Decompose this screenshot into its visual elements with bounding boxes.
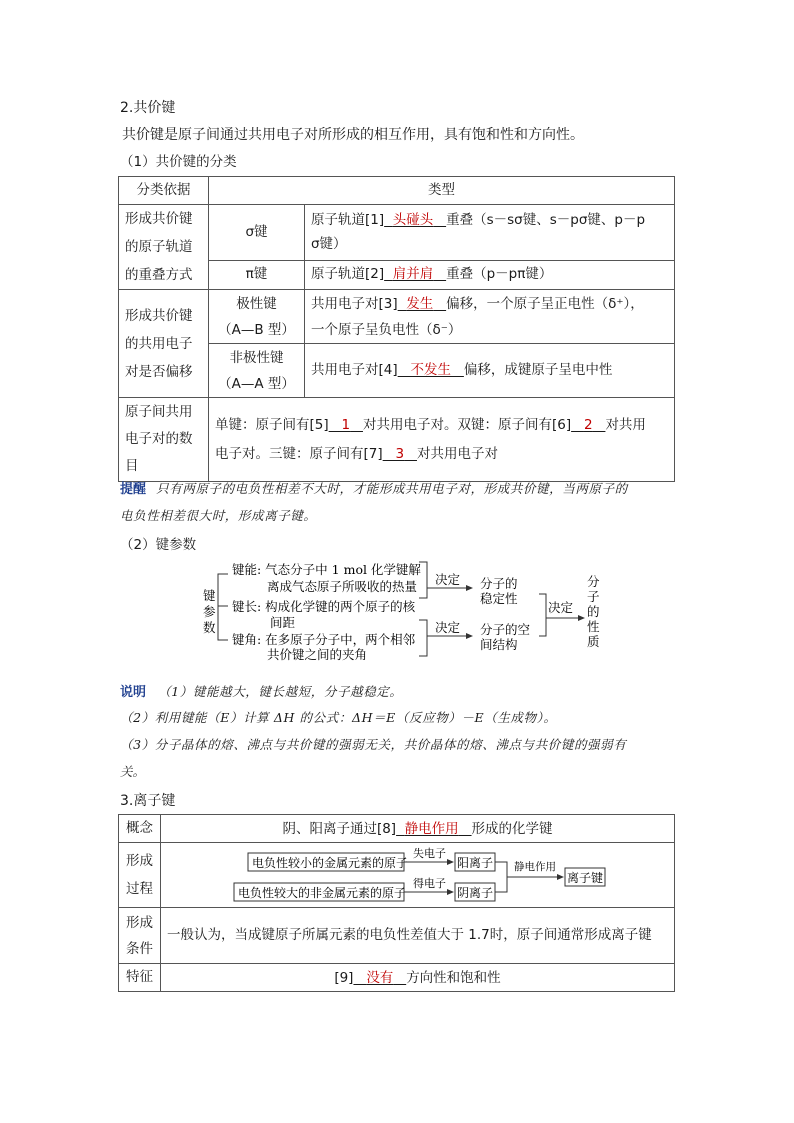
header-basis: 分类依据 — [119, 177, 209, 205]
stability-1: 分子的 — [480, 576, 518, 591]
cat-line: 原子间共用 — [125, 404, 193, 420]
answer-3: 发生 — [406, 295, 434, 312]
ion-formation-diagram — [161, 843, 673, 907]
text: 对共用电子对 — [416, 445, 498, 462]
anion-text: 阴离子 — [457, 886, 494, 900]
nonpolar-bond-desc — [305, 344, 675, 398]
cation-text: 阳离子 — [457, 856, 494, 870]
pi-bond-desc — [305, 260, 675, 289]
reminder-text-1: 只有两原子的电负性相差不大时，才能形成共用电子对，形成共价键，当两原子的 — [156, 481, 628, 496]
cat-line: 的共用电子 — [125, 335, 193, 352]
ionic-bond-table — [118, 814, 675, 992]
text: （A—B 型） — [218, 321, 295, 338]
text: σ键） — [311, 236, 347, 253]
property-5: 质 — [587, 634, 600, 649]
feature-label: 特征 — [119, 964, 161, 992]
reminder — [120, 478, 628, 497]
text: 原子轨道[2] — [311, 266, 385, 283]
nonmetal-atom-text: 电负性较大的非金属元素的原子 — [238, 886, 407, 900]
note-text-3a: （3）分子晶体的熔、沸点与共价键的强弱无关，共价晶体的熔、沸点与共价键的强弱有 — [120, 737, 627, 752]
subheading-bond-params: （2）键参数 — [120, 537, 197, 553]
sigma-bond-label: σ键 — [209, 205, 305, 261]
text: 对共用电子对。双键：原子间有[6] — [362, 416, 572, 433]
text: 原子轨道[1] — [311, 212, 385, 229]
property-1: 分 — [587, 574, 600, 589]
text: 共用电子对[3] — [311, 295, 398, 312]
section-heading-covalent: 2.共价键 — [120, 100, 176, 116]
text: 单键：原子间有[5] — [215, 416, 329, 433]
text: 条件 — [126, 940, 153, 957]
polar-bond-label — [209, 290, 305, 344]
lose-electron-text: 失电子 — [413, 847, 446, 860]
text: 形成的化学键 — [471, 820, 553, 837]
structure-1: 分子的空 — [480, 622, 531, 637]
cat-line: 目 — [125, 458, 139, 474]
decide-label-2: 决定 — [435, 620, 461, 635]
condition-label — [119, 908, 161, 964]
property-3: 的 — [587, 604, 600, 619]
text: 形成 — [126, 914, 153, 931]
decide-label-1: 决定 — [435, 572, 461, 587]
note-label: 说明 — [120, 685, 147, 700]
bond-angle-2: 共价键之间的夹角 — [267, 647, 368, 662]
diagram-left-2: 参 — [203, 604, 216, 619]
text: 重叠（s－sσ键、s－pσ键、p－p — [446, 212, 646, 229]
cat-line: 的重叠方式 — [125, 267, 193, 283]
bond-parameter-diagram — [190, 558, 610, 662]
polar-bond-desc — [305, 290, 675, 344]
answer-2: 肩并肩 — [392, 266, 434, 283]
decide-label-3: 决定 — [548, 600, 574, 615]
electrostatic-text: 静电作用 — [514, 861, 556, 873]
text: 非极性键 — [229, 349, 284, 366]
answer-6: 2 — [583, 416, 593, 433]
concept-text — [161, 815, 675, 843]
category-pair-count — [119, 398, 209, 482]
text: 重叠（p－pπ键） — [446, 266, 553, 283]
text: 偏移，一个原子呈正电性（δ⁺）， — [446, 295, 644, 312]
reminder-text-2: 电负性相差很大时，形成离子键。 — [120, 508, 317, 523]
structure-2: 间结构 — [480, 637, 518, 652]
feature-text — [161, 964, 675, 992]
text: 共用电子对[4] — [311, 362, 398, 378]
bond-length-1: 键长: 构成化学键的两个原子的核 — [232, 599, 416, 614]
note-text-1: （1）键能越大，键长越短，分子越稳定。 — [158, 684, 403, 699]
bond-energy-2: 离成气态原子所吸收的热量 — [267, 579, 418, 594]
text: 形成 — [126, 853, 153, 869]
text: （A—A 型） — [218, 375, 295, 392]
bond-angle-1: 键角: 在多原子分子中，两个相邻 — [232, 632, 416, 647]
cat-line: 的原子轨道 — [125, 239, 193, 255]
category-orbital-overlap — [119, 205, 209, 290]
property-2: 子 — [587, 589, 600, 604]
note-1 — [120, 681, 403, 700]
answer-7: 3 — [395, 445, 405, 462]
category-electron-shift — [119, 290, 209, 398]
text: 阴、阳离子通过[8] — [282, 820, 397, 837]
note-text-3b: 关。 — [120, 764, 146, 779]
pi-bond-label: π键 — [209, 260, 305, 289]
text: [9] — [334, 969, 354, 986]
condition-text: 一般认为，当成键原子所属元素的电负性差值大于 1.7时，原子间通常形成离子键 — [161, 908, 675, 964]
text: 方向性和饱和性 — [406, 969, 501, 986]
diagram-left-3: 数 — [203, 620, 216, 635]
note-text-2: （2）利用键能（E）计算 ΔH 的公式：ΔH＝E（反应物）－E（生成物）。 — [120, 710, 557, 725]
stability-2: 稳定性 — [480, 591, 518, 606]
cat-line: 对是否偏移 — [125, 363, 193, 380]
text: 电子对。三键：原子间有[7] — [215, 445, 383, 462]
process-label — [119, 843, 161, 908]
process-cell — [161, 843, 675, 908]
cat-line: 形成共价键 — [125, 211, 193, 227]
cat-line: 形成共价键 — [125, 307, 193, 324]
intro-text: 共价键是原子间通过共用电子对所形成的相互作用，具有饱和性和方向性。 — [122, 127, 584, 143]
subheading-classification: （1）共价键的分类 — [120, 154, 237, 170]
covalent-classification-table — [118, 176, 675, 482]
diagram-left-1: 键 — [203, 588, 216, 603]
sigma-bond-desc — [305, 205, 675, 261]
text: 对共用 — [605, 416, 646, 433]
header-type: 类型 — [209, 177, 675, 205]
property-4: 性 — [587, 619, 600, 634]
section-heading-ionic: 3.离子键 — [120, 793, 176, 809]
ionic-bond-text: 离子键 — [567, 871, 604, 885]
reminder-label: 提醒 — [120, 482, 147, 497]
nonpolar-bond-label — [209, 344, 305, 398]
answer-4: 不发生 — [410, 362, 451, 378]
bond-energy-1: 键能: 气态分子中 1 mol 化学键解 — [232, 562, 421, 577]
pair-count-desc — [209, 398, 675, 482]
answer-5: 1 — [341, 416, 351, 433]
concept-label: 概念 — [119, 815, 161, 843]
cat-line: 电子对的数 — [125, 431, 193, 447]
answer-9: 没有 — [366, 969, 394, 986]
text: 过程 — [126, 881, 153, 897]
text: 偏移，成键原子呈电中性 — [463, 362, 613, 378]
metal-atom-text: 电负性较小的金属元素的原子 — [252, 856, 409, 870]
text: 极性键 — [236, 295, 277, 312]
answer-8: 静电作用 — [404, 820, 459, 837]
gain-electron-text: 得电子 — [413, 877, 446, 890]
answer-1: 头碰头 — [392, 212, 434, 229]
bond-length-2: 间距 — [270, 615, 296, 630]
text: 一个原子呈负电性（δ⁻） — [311, 321, 462, 338]
